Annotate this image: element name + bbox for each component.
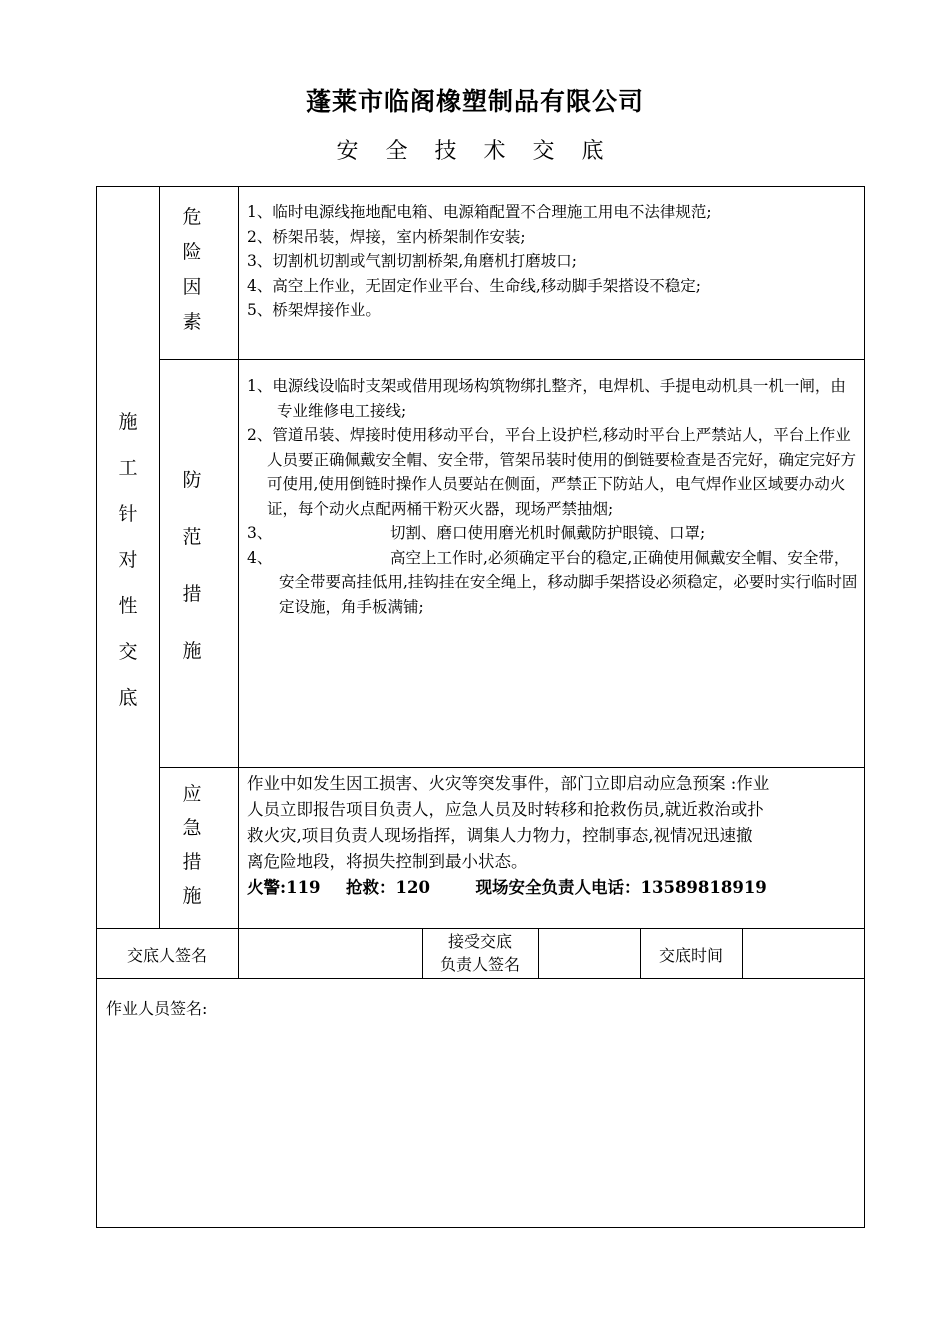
measures-label (177, 452, 207, 680)
item-text: 高空上工作时,必须确定平台的稳定,正确使用佩戴安全帽、安全带，安全带要高挂低用,挂钩挂在安全绳上，移动脚手架搭设必须稳定，必要时实行临时固定设施，角手板满铺; (279, 548, 858, 616)
measures-char: 措 (182, 583, 202, 605)
presentation-time-field[interactable] (743, 929, 864, 978)
text-line: 人员立即报告项目负责人，应急人员及时转移和抢救伤员,就近救治或扑 (247, 800, 764, 819)
document-title: 安 全 技 术 交 底 (336, 139, 614, 164)
hazards-char: 因 (182, 276, 202, 298)
list-item: 2、管道吊装、焊接时使用移动平台，平台上设护栏,移动时平台上严禁站人，平台上作业人员要正确佩戴安全帽、安全带，管架吊装时使用的倒链要检查是否完好，确定完好方可使用,使用倒链时操作人员要站在侧面，严禁正下防站人，电气焊作业区域要办动火证，每个动火点配两桶干粉灭火器，现场严禁抽烟; (247, 426, 857, 518)
list-item: 3、切割机切割或气割切割桥架,角磨机打磨坡口; (247, 252, 578, 270)
list-item: 1、临时电源线拖地配电箱、电源箱配置不合理施工用电不法律规范; (247, 203, 712, 221)
safety-officer-phone: 现场安全负责人电话：13589818919 (475, 878, 767, 897)
text-line: 作业中如发生因工损害、火灾等突发事件，部门立即启动应急预案 :作业 (247, 774, 770, 793)
hazards-label (177, 200, 207, 340)
receiver-signature-label (422, 930, 538, 976)
emergency-char: 措 (182, 851, 202, 873)
measures-char: 施 (182, 640, 202, 662)
receiver-label-line: 接受交底 (447, 932, 512, 951)
list-item (247, 546, 859, 620)
hazards-char: 险 (182, 241, 202, 263)
section-char: 交 (118, 641, 138, 663)
measures-list (247, 374, 859, 619)
section-char: 针 (118, 503, 138, 525)
hazards-list (247, 200, 712, 323)
item-number: 3、 (247, 524, 273, 542)
presenter-signature-field[interactable] (239, 929, 422, 978)
hazards-char: 危 (182, 206, 202, 228)
list-item: 5、桥架焊接作业。 (247, 301, 381, 319)
emergency-label (177, 777, 207, 913)
measures-char: 防 (182, 469, 202, 491)
item-number: 4、 (247, 548, 273, 567)
receiver-signature-field[interactable] (539, 929, 640, 978)
rescue-number: 抢救：120 (346, 878, 430, 897)
fire-number: 火警:119 (247, 878, 321, 897)
company-name: 蓬莱市临阁橡塑制品有限公司 (305, 87, 644, 116)
list-item: 1、电源线设临时支架或借用现场构筑物绑扎整齐，电焊机、手提电动机具一机一闸，由专业维修电工接线; (247, 377, 846, 420)
section-label (113, 399, 143, 721)
emergency-text (247, 771, 769, 901)
presenter-signature-label: 交底人签名 (126, 946, 207, 965)
list-item: 2、桥架吊装，焊接，室内桥架制作安装; (247, 227, 526, 246)
section-char: 性 (118, 595, 138, 617)
emergency-contacts (247, 875, 769, 901)
emergency-char: 应 (182, 783, 202, 805)
section-char: 对 (118, 549, 138, 571)
emergency-char: 急 (182, 817, 202, 839)
section-char: 工 (118, 457, 138, 479)
text-line: 离危险地段，将损失控制到最小状态。 (247, 852, 528, 871)
section-char: 底 (118, 687, 138, 709)
presentation-time-label: 交底时间 (658, 946, 723, 965)
emergency-char: 施 (182, 885, 202, 907)
item-text: 切割、磨口使用磨光机时佩戴防护眼镜、口罩; (390, 524, 706, 542)
measures-char: 范 (182, 526, 202, 548)
workers-signature-area[interactable] (97, 1022, 864, 1226)
section-char: 施 (118, 411, 138, 433)
text-line: 救火灾,项目负责人现场指挥，调集人力物力，控制事态,视情况迅速撤 (247, 826, 753, 845)
list-item (247, 521, 859, 546)
hazards-char: 素 (182, 311, 202, 333)
workers-signature-label: 作业人员签名: (106, 999, 208, 1018)
list-item: 4、高空上作业，无固定作业平台、生命线,移动脚手架搭设不稳定; (247, 276, 702, 295)
receiver-label-line: 负责人签名 (439, 955, 520, 974)
